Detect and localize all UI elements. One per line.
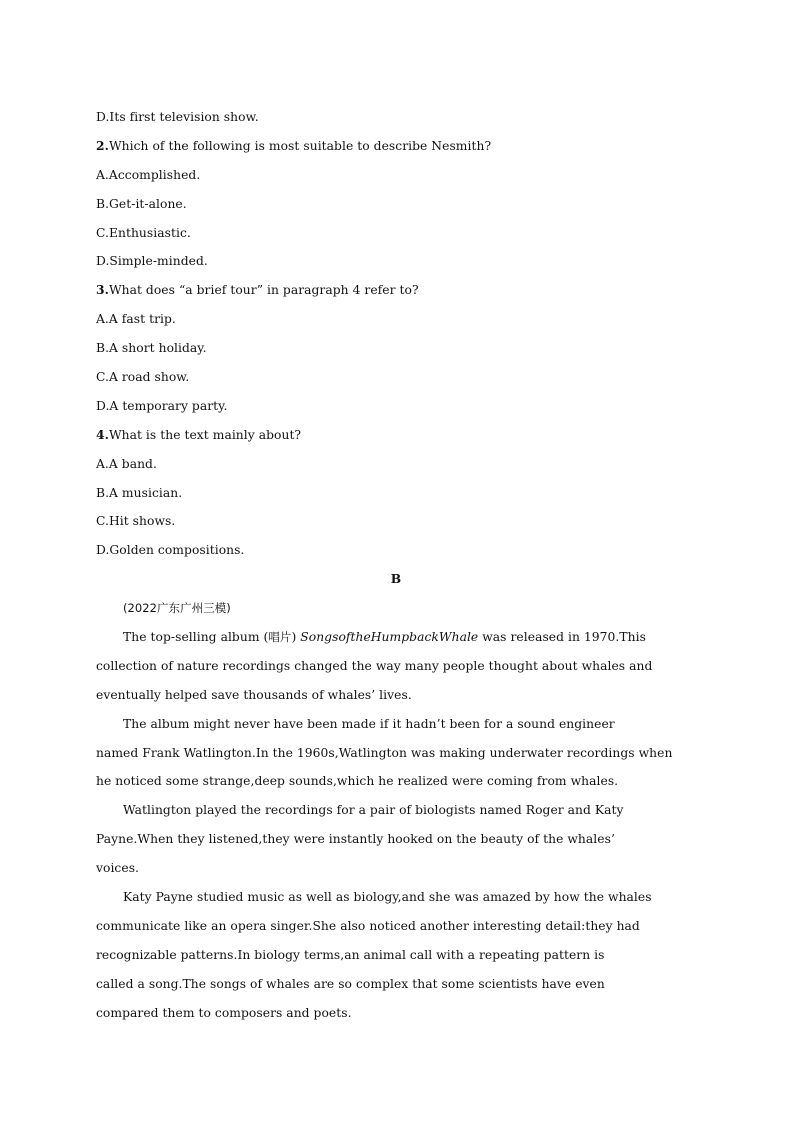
p2-line-3: he noticed some strange,deep sounds,which he realized were coming from whales. (96, 774, 619, 789)
q4-option-a: A.A band. (96, 456, 157, 471)
section-heading: B (390, 571, 402, 587)
q4-option-b: B.A musician. (96, 485, 183, 500)
p2-line-1: The album might never have been made if it hadn’t been for a sound engineer (123, 716, 615, 731)
p3-line-1: Watlington played the recordings for a pair of biologists named Roger and Katy (123, 803, 624, 818)
q3-option-b: B.A short holiday. (96, 341, 207, 356)
q3-option-d: D.A temporary party. (96, 398, 228, 413)
p3-line-2: Payne.When they listened,they were instantly hooked on the beauty of the whales’ (96, 832, 615, 847)
q1-option-d: D.Its first television show. (96, 110, 259, 124)
q2-number: 2. (96, 137, 109, 153)
q2-stem-text: Which of the following is most suitable to describe Nesmith? (108, 138, 492, 153)
p4-line-1: Katy Payne studied music as well as biology,and she was amazed by how the whales (123, 890, 652, 905)
p3-line-3: voices. (96, 861, 140, 876)
q4-stem-text: What is the text mainly about? (108, 427, 302, 442)
p1-line1-mid: ) (291, 630, 301, 645)
passage-source: (2022广东广州三模) (123, 601, 231, 616)
p1-line-2: collection of nature recordings changed the way many people thought about whales and (96, 658, 653, 673)
p1-line-1 (96, 623, 696, 652)
p4-line-5: compared them to composers and poets. (96, 1005, 352, 1020)
p1-line-3: eventually helped save thousands of whales’ lives. (96, 687, 412, 702)
p1-line1-cjk: 唱片 (268, 630, 292, 645)
q4-number: 4. (96, 426, 109, 442)
q3-stem (96, 276, 696, 305)
q3-number: 3. (96, 282, 109, 298)
q3-option-a: A.A fast trip. (96, 312, 176, 327)
album-title: SongsoftheHumpbackWhale (300, 630, 479, 645)
q2-option-d: D.Simple-minded. (96, 254, 208, 269)
q4-option-c: C.Hit shows. (96, 514, 176, 529)
document-page (96, 103, 696, 1028)
q2-stem (96, 132, 696, 161)
p4-line-3: recognizable patterns.In biology terms,an animal call with a repeating pattern is (96, 947, 605, 962)
p1-line1-post: was released in 1970.This (478, 630, 646, 645)
q3-stem-text: What does “a brief tour” in paragraph 4 refer to? (108, 283, 419, 298)
q2-option-b: B.Get-it-alone. (96, 196, 187, 211)
p2-line-2: named Frank Watlington.In the 1960s,Watlington was making underwater recordings when (96, 745, 673, 760)
q2-option-a: A.Accomplished. (96, 167, 201, 182)
q3-option-c: C.A road show. (96, 370, 190, 385)
p4-line-4: called a song.The songs of whales are so complex that some scientists have even (96, 976, 605, 991)
p4-line-2: communicate like an opera singer.She also noticed another interesting detail:they had (96, 918, 640, 933)
q4-stem (96, 421, 696, 450)
p1-line1-pre: The top-selling album ( (123, 630, 269, 645)
q4-option-d: D.Golden compositions. (96, 543, 245, 558)
q2-option-c: C.Enthusiastic. (96, 225, 191, 240)
